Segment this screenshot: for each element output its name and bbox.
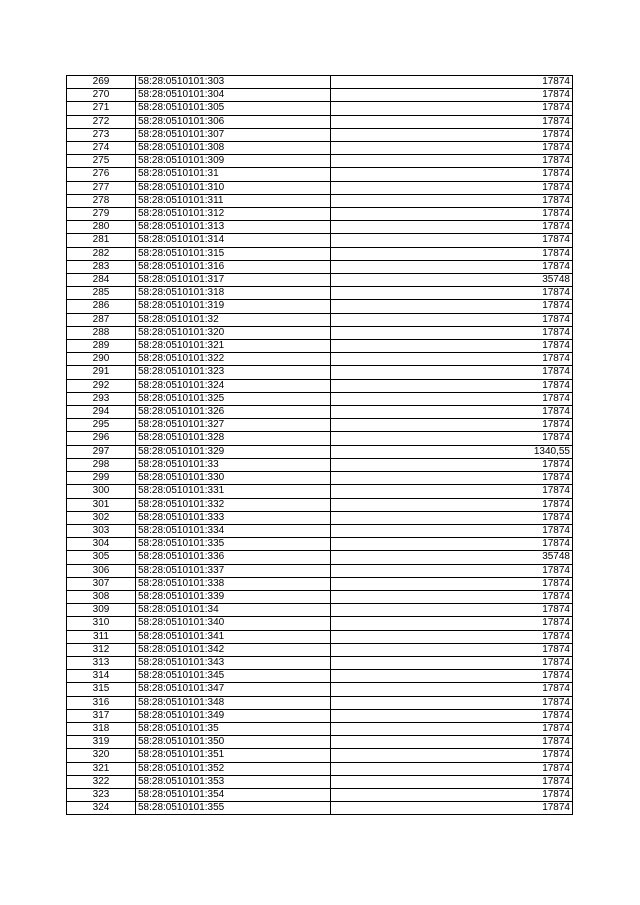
value-cell: 17874: [331, 366, 573, 379]
table-row: [67, 445, 573, 458]
cadastral-number-cell: 58:28:0510101:341: [136, 630, 331, 643]
table-row: [67, 155, 573, 168]
value-cell: 17874: [331, 379, 573, 392]
cadastral-number-cell: 58:28:0510101:315: [136, 247, 331, 260]
cadastral-number-cell: 58:28:0510101:354: [136, 788, 331, 801]
cadastral-number-cell: 58:28:0510101:309: [136, 155, 331, 168]
row-number-cell: 282: [67, 247, 136, 260]
row-number-cell: 285: [67, 287, 136, 300]
row-number-cell: 288: [67, 326, 136, 339]
value-cell: 17874: [331, 788, 573, 801]
table-row: [67, 604, 573, 617]
cadastral-number-cell: 58:28:0510101:331: [136, 485, 331, 498]
table-row: [67, 564, 573, 577]
row-number-cell: 309: [67, 604, 136, 617]
row-number-cell: 297: [67, 445, 136, 458]
cadastral-number-cell: 58:28:0510101:338: [136, 577, 331, 590]
row-number-cell: 313: [67, 656, 136, 669]
row-number-cell: 319: [67, 736, 136, 749]
value-cell: 17874: [331, 617, 573, 630]
cadastral-number-cell: 58:28:0510101:350: [136, 736, 331, 749]
value-cell: 17874: [331, 287, 573, 300]
value-cell: 17874: [331, 419, 573, 432]
cadastral-number-cell: 58:28:0510101:328: [136, 432, 331, 445]
cadastral-number-cell: 58:28:0510101:303: [136, 76, 331, 89]
cadastral-number-cell: 58:28:0510101:314: [136, 234, 331, 247]
row-number-cell: 305: [67, 551, 136, 564]
table-row: [67, 762, 573, 775]
table-body: [67, 76, 573, 815]
table-row: [67, 89, 573, 102]
cadastral-number-cell: 58:28:0510101:327: [136, 419, 331, 432]
table-row: [67, 432, 573, 445]
table-row: [67, 194, 573, 207]
cadastral-number-cell: 58:28:0510101:329: [136, 445, 331, 458]
table-row: [67, 287, 573, 300]
row-number-cell: 302: [67, 511, 136, 524]
value-cell: 17874: [331, 472, 573, 485]
row-number-cell: 292: [67, 379, 136, 392]
table-row: [67, 142, 573, 155]
row-number-cell: 272: [67, 115, 136, 128]
table-row: [67, 775, 573, 788]
row-number-cell: 321: [67, 762, 136, 775]
value-cell: 17874: [331, 604, 573, 617]
value-cell: 17874: [331, 485, 573, 498]
cadastral-number-cell: 58:28:0510101:355: [136, 802, 331, 815]
value-cell: 17874: [331, 564, 573, 577]
value-cell: 17874: [331, 313, 573, 326]
table-row: [67, 168, 573, 181]
row-number-cell: 308: [67, 590, 136, 603]
value-cell: 17874: [331, 736, 573, 749]
row-number-cell: 284: [67, 274, 136, 287]
row-number-cell: 276: [67, 168, 136, 181]
cadastral-number-cell: 58:28:0510101:33: [136, 458, 331, 471]
row-number-cell: 279: [67, 208, 136, 221]
value-cell: 35748: [331, 551, 573, 564]
value-cell: 17874: [331, 670, 573, 683]
value-cell: 17874: [331, 775, 573, 788]
value-cell: 17874: [331, 458, 573, 471]
value-cell: 17874: [331, 696, 573, 709]
table-row: [67, 379, 573, 392]
table-row: [67, 670, 573, 683]
cadastral-number-cell: 58:28:0510101:324: [136, 379, 331, 392]
cadastral-number-cell: 58:28:0510101:340: [136, 617, 331, 630]
value-cell: 17874: [331, 181, 573, 194]
value-cell: 17874: [331, 300, 573, 313]
value-cell: 17874: [331, 432, 573, 445]
cadastral-number-cell: 58:28:0510101:343: [136, 656, 331, 669]
row-number-cell: 289: [67, 340, 136, 353]
value-cell: 17874: [331, 260, 573, 273]
table-row: [67, 419, 573, 432]
value-cell: 17874: [331, 643, 573, 656]
value-cell: 17874: [331, 168, 573, 181]
value-cell: 17874: [331, 538, 573, 551]
table-row: [67, 722, 573, 735]
row-number-cell: 299: [67, 472, 136, 485]
row-number-cell: 271: [67, 102, 136, 115]
value-cell: 17874: [331, 656, 573, 669]
cadastral-number-cell: 58:28:0510101:348: [136, 696, 331, 709]
value-cell: 17874: [331, 340, 573, 353]
row-number-cell: 303: [67, 524, 136, 537]
row-number-cell: 293: [67, 392, 136, 405]
cadastral-number-cell: 58:28:0510101:307: [136, 128, 331, 141]
row-number-cell: 306: [67, 564, 136, 577]
row-number-cell: 281: [67, 234, 136, 247]
row-number-cell: 287: [67, 313, 136, 326]
cadastral-number-cell: 58:28:0510101:342: [136, 643, 331, 656]
row-number-cell: 312: [67, 643, 136, 656]
table-row: [67, 656, 573, 669]
cadastral-number-cell: 58:28:0510101:349: [136, 709, 331, 722]
table-row: [67, 181, 573, 194]
row-number-cell: 291: [67, 366, 136, 379]
cadastral-number-cell: 58:28:0510101:345: [136, 670, 331, 683]
table-row: [67, 551, 573, 564]
table-row: [67, 300, 573, 313]
row-number-cell: 290: [67, 353, 136, 366]
cadastral-number-cell: 58:28:0510101:34: [136, 604, 331, 617]
value-cell: 17874: [331, 498, 573, 511]
value-cell: 17874: [331, 709, 573, 722]
table-row: [67, 406, 573, 419]
value-cell: 17874: [331, 392, 573, 405]
value-cell: 17874: [331, 115, 573, 128]
row-number-cell: 315: [67, 683, 136, 696]
cadastral-number-cell: 58:28:0510101:334: [136, 524, 331, 537]
cadastral-number-cell: 58:28:0510101:312: [136, 208, 331, 221]
table-row: [67, 696, 573, 709]
table-row: [67, 353, 573, 366]
cadastral-number-cell: 58:28:0510101:353: [136, 775, 331, 788]
table-row: [67, 788, 573, 801]
row-number-cell: 274: [67, 142, 136, 155]
table-row: [67, 234, 573, 247]
table-row: [67, 590, 573, 603]
table-row: [67, 208, 573, 221]
value-cell: 17874: [331, 590, 573, 603]
row-number-cell: 294: [67, 406, 136, 419]
value-cell: 17874: [331, 722, 573, 735]
cadastral-number-cell: 58:28:0510101:320: [136, 326, 331, 339]
cadastral-number-cell: 58:28:0510101:308: [136, 142, 331, 155]
row-number-cell: 269: [67, 76, 136, 89]
table-row: [67, 485, 573, 498]
row-number-cell: 278: [67, 194, 136, 207]
row-number-cell: 301: [67, 498, 136, 511]
cadastral-number-cell: 58:28:0510101:35: [136, 722, 331, 735]
value-cell: 17874: [331, 128, 573, 141]
cadastral-number-cell: 58:28:0510101:352: [136, 762, 331, 775]
row-number-cell: 318: [67, 722, 136, 735]
table-row: [67, 247, 573, 260]
cadastral-number-cell: 58:28:0510101:310: [136, 181, 331, 194]
cadastral-number-cell: 58:28:0510101:317: [136, 274, 331, 287]
table-row: [67, 458, 573, 471]
cadastral-number-cell: 58:28:0510101:316: [136, 260, 331, 273]
table-row: [67, 260, 573, 273]
value-cell: 17874: [331, 683, 573, 696]
row-number-cell: 273: [67, 128, 136, 141]
cadastral-number-cell: 58:28:0510101:332: [136, 498, 331, 511]
table-row: [67, 511, 573, 524]
table-row: [67, 709, 573, 722]
value-cell: 17874: [331, 524, 573, 537]
table-row: [67, 313, 573, 326]
cadastral-number-cell: 58:28:0510101:330: [136, 472, 331, 485]
cadastral-number-cell: 58:28:0510101:321: [136, 340, 331, 353]
row-number-cell: 296: [67, 432, 136, 445]
table-row: [67, 472, 573, 485]
row-number-cell: 317: [67, 709, 136, 722]
cadastral-number-cell: 58:28:0510101:326: [136, 406, 331, 419]
table-row: [67, 392, 573, 405]
value-cell: 17874: [331, 142, 573, 155]
cadastral-number-cell: 58:28:0510101:335: [136, 538, 331, 551]
row-number-cell: 277: [67, 181, 136, 194]
cadastral-number-cell: 58:28:0510101:323: [136, 366, 331, 379]
table-row: [67, 102, 573, 115]
value-cell: 1340,55: [331, 445, 573, 458]
table-row: [67, 538, 573, 551]
row-number-cell: 300: [67, 485, 136, 498]
table-row: [67, 630, 573, 643]
value-cell: 17874: [331, 247, 573, 260]
cadastral-number-cell: 58:28:0510101:347: [136, 683, 331, 696]
value-cell: 17874: [331, 234, 573, 247]
table-row: [67, 340, 573, 353]
table-row: [67, 802, 573, 815]
table-row: [67, 643, 573, 656]
table-row: [67, 274, 573, 287]
row-number-cell: 295: [67, 419, 136, 432]
value-cell: 17874: [331, 353, 573, 366]
row-number-cell: 280: [67, 221, 136, 234]
value-cell: 17874: [331, 76, 573, 89]
cadastral-number-cell: 58:28:0510101:31: [136, 168, 331, 181]
table-row: [67, 76, 573, 89]
value-cell: 17874: [331, 155, 573, 168]
row-number-cell: 304: [67, 538, 136, 551]
row-number-cell: 270: [67, 89, 136, 102]
value-cell: 35748: [331, 274, 573, 287]
cadastral-number-cell: 58:28:0510101:339: [136, 590, 331, 603]
value-cell: 17874: [331, 102, 573, 115]
cadastral-number-cell: 58:28:0510101:32: [136, 313, 331, 326]
row-number-cell: 311: [67, 630, 136, 643]
cadastral-number-cell: 58:28:0510101:305: [136, 102, 331, 115]
value-cell: 17874: [331, 221, 573, 234]
cadastral-number-cell: 58:28:0510101:313: [136, 221, 331, 234]
cadastral-number-cell: 58:28:0510101:319: [136, 300, 331, 313]
row-number-cell: 316: [67, 696, 136, 709]
cadastral-number-cell: 58:28:0510101:325: [136, 392, 331, 405]
value-cell: 17874: [331, 406, 573, 419]
table-row: [67, 524, 573, 537]
value-cell: 17874: [331, 326, 573, 339]
table-row: [67, 577, 573, 590]
data-table: [66, 75, 573, 815]
value-cell: 17874: [331, 630, 573, 643]
row-number-cell: 320: [67, 749, 136, 762]
value-cell: 17874: [331, 762, 573, 775]
cadastral-number-cell: 58:28:0510101:351: [136, 749, 331, 762]
table-row: [67, 736, 573, 749]
cadastral-number-cell: 58:28:0510101:311: [136, 194, 331, 207]
row-number-cell: 314: [67, 670, 136, 683]
table-row: [67, 366, 573, 379]
value-cell: 17874: [331, 208, 573, 221]
value-cell: 17874: [331, 802, 573, 815]
cadastral-number-cell: 58:28:0510101:318: [136, 287, 331, 300]
row-number-cell: 324: [67, 802, 136, 815]
table-row: [67, 326, 573, 339]
table-row: [67, 128, 573, 141]
cadastral-number-cell: 58:28:0510101:336: [136, 551, 331, 564]
table-row: [67, 749, 573, 762]
value-cell: 17874: [331, 194, 573, 207]
row-number-cell: 322: [67, 775, 136, 788]
table-row: [67, 617, 573, 630]
row-number-cell: 275: [67, 155, 136, 168]
value-cell: 17874: [331, 577, 573, 590]
value-cell: 17874: [331, 749, 573, 762]
cadastral-number-cell: 58:28:0510101:322: [136, 353, 331, 366]
table-row: [67, 683, 573, 696]
table-row: [67, 221, 573, 234]
cadastral-number-cell: 58:28:0510101:337: [136, 564, 331, 577]
table-row: [67, 115, 573, 128]
row-number-cell: 310: [67, 617, 136, 630]
table-row: [67, 498, 573, 511]
value-cell: 17874: [331, 511, 573, 524]
value-cell: 17874: [331, 89, 573, 102]
row-number-cell: 307: [67, 577, 136, 590]
row-number-cell: 298: [67, 458, 136, 471]
cadastral-number-cell: 58:28:0510101:306: [136, 115, 331, 128]
row-number-cell: 283: [67, 260, 136, 273]
cadastral-number-cell: 58:28:0510101:333: [136, 511, 331, 524]
row-number-cell: 323: [67, 788, 136, 801]
row-number-cell: 286: [67, 300, 136, 313]
cadastral-number-cell: 58:28:0510101:304: [136, 89, 331, 102]
